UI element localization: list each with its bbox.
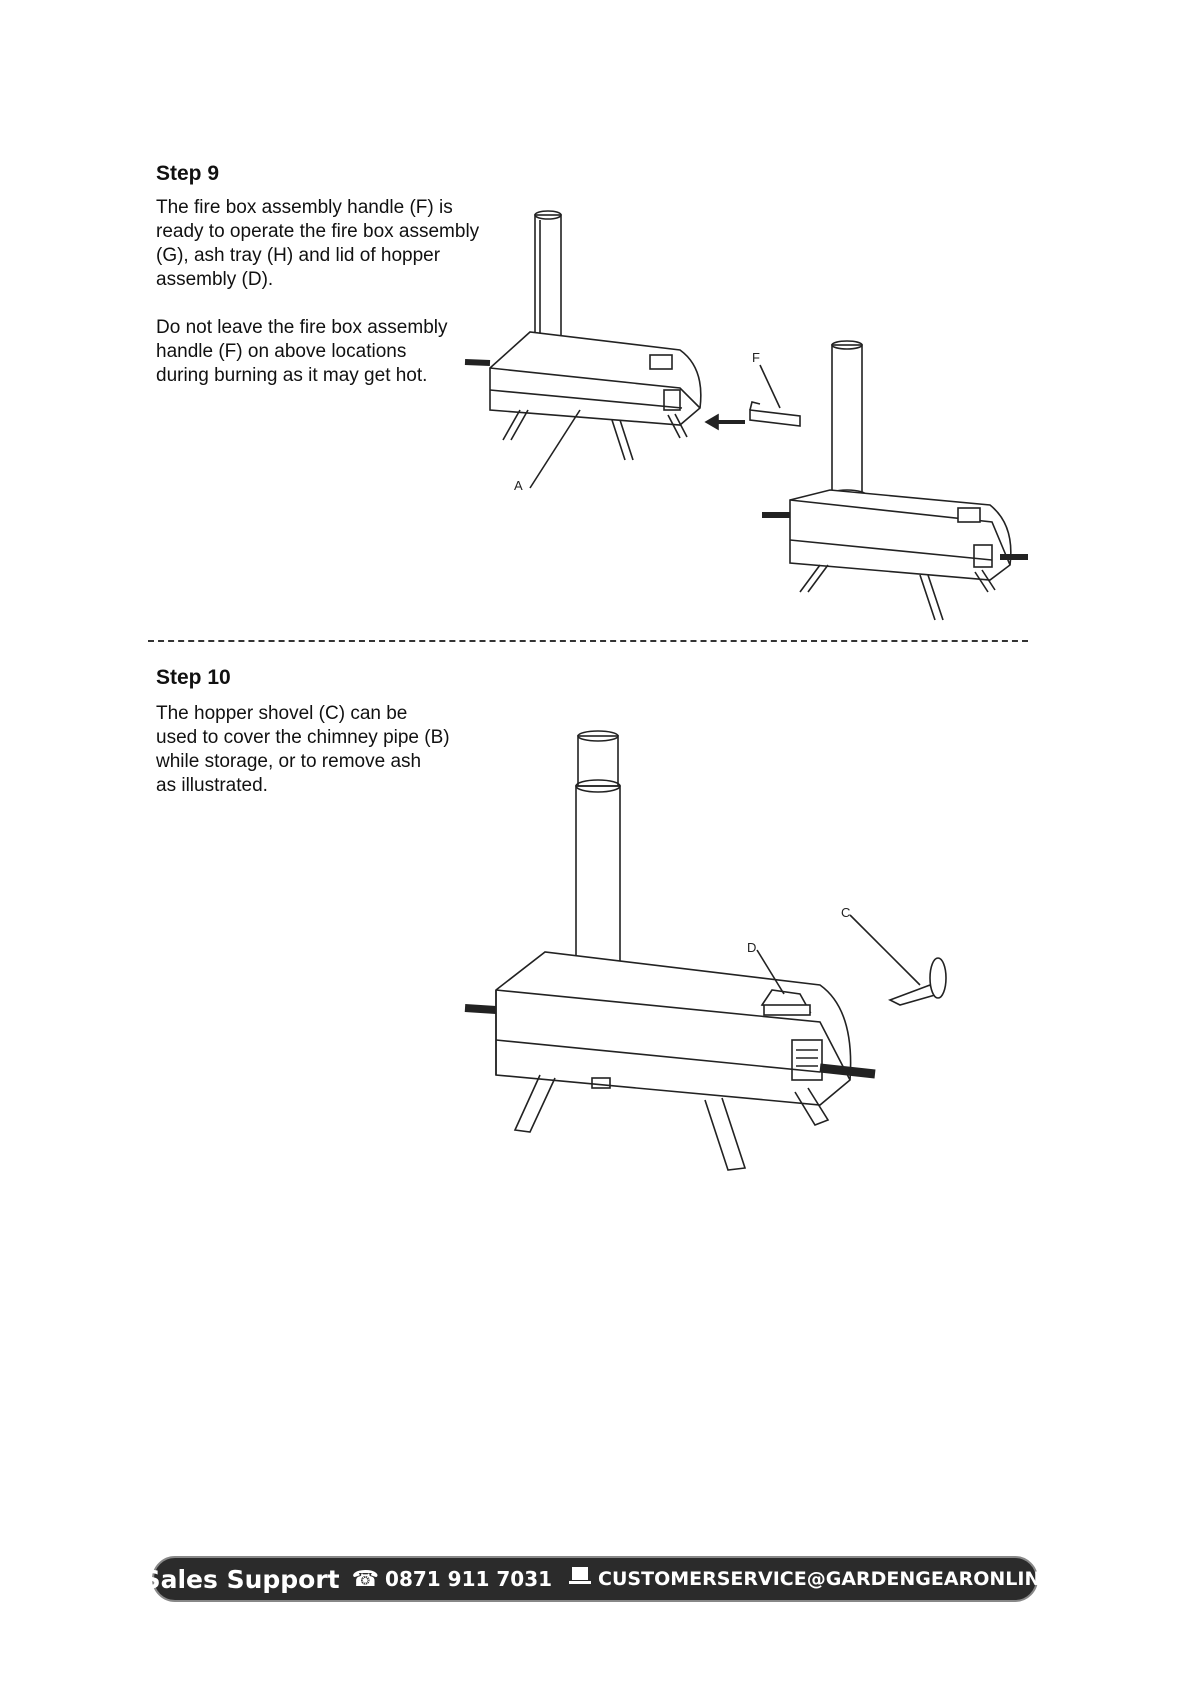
support-email: CUSTOMERSERVICE@GARDENGEARONLINE.CO.UK	[598, 1568, 1128, 1590]
step-10-title: Step 10	[156, 666, 231, 689]
support-phone: 0871 911 7031	[385, 1567, 553, 1591]
label-a: A	[514, 478, 523, 493]
label-f: F	[752, 350, 760, 365]
laptop-icon	[568, 1566, 592, 1592]
label-c: C	[841, 905, 851, 920]
support-title: After Sales Support	[62, 1564, 340, 1594]
phone-icon: ☎	[351, 1566, 380, 1592]
hopper-shovel-illustration	[850, 915, 946, 1005]
step-10-instructions: The hopper shovel (C) can be used to cover the chimney pipe (B) while storage, or to remove ash as illustrated.	[156, 703, 450, 796]
step-9-instructions: The fire box assembly handle (F) is ready to operate the fire box assembly (G), ash tray (H) and lid of hopper assembly (D). Do not leave the fire box assembly handle (F) on above locations during burning as it may get hot.	[156, 197, 480, 386]
after-sales-support-banner	[62, 1556, 1128, 1602]
step-9-title: Step 9	[156, 162, 220, 185]
label-d: D	[747, 940, 757, 955]
